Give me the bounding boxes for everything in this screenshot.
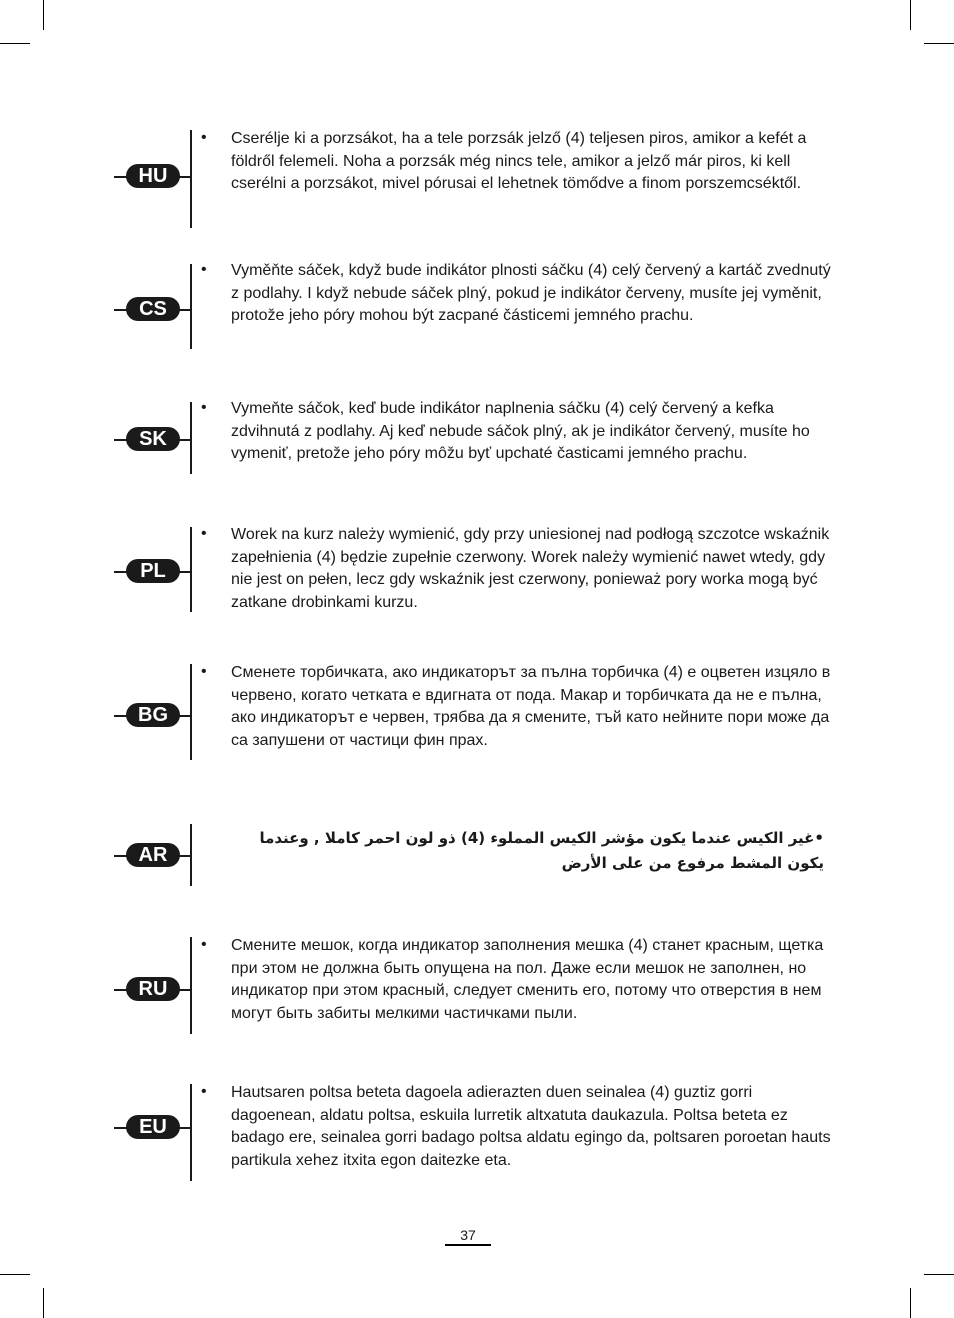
- instruction-text-eu: Hautsaren poltsa beteta dagoela adierazten duen seinalea (4) guztiz gorri dagoenean, aldatu poltsa, eskuila lurretik altxatuta daukazula. Poltsa beteta ez badago ere, seinalea gorri badago poltsa aldatu egingo da, poltsaren poroetan hauts partikula xehez itxita egon daitezke eta.: [231, 1084, 831, 1169]
- crop-mark: [910, 1288, 911, 1318]
- bullet: •: [201, 261, 207, 278]
- page-number: 37: [460, 1227, 476, 1243]
- section-divider: [190, 130, 192, 228]
- page-number-underline: [445, 1244, 491, 1246]
- bullet: •: [201, 129, 207, 146]
- language-badge-hu: HU: [126, 164, 180, 188]
- crop-mark: [43, 0, 44, 30]
- crop-mark: [0, 1274, 30, 1275]
- crop-mark: [0, 43, 30, 44]
- instruction-text-hu: Cserélje ki a porzsákot, ha a tele porzsák jelző (4) teljesen piros, amikor a kefét a földről felemeli. Noha a porzsák még nincs tele, amikor a jelző már piros, ki kell cserélni a porzsákot, mivel pórusai el lehetnek tömődve a finom porszemcséktől.: [231, 130, 807, 192]
- language-badge-bg: BG: [126, 703, 180, 727]
- section-divider: [190, 527, 192, 612]
- section-divider: [190, 1084, 192, 1181]
- instruction-text-ar: •غير الكيس عندما يكون مؤشر الكيس المملوء (4) ذو لون احمر كاملا , وعندما يكون المشط مرفوع من على الأرض: [259, 829, 824, 872]
- section-divider: [190, 937, 192, 1034]
- language-badge-ar: AR: [126, 843, 180, 867]
- instruction-text-bg: Сменете торбичката, ако индикаторът за пълна торбичка (4) е оцветен изцяло в червено, когато четката е вдигната от пода. Макар и торбичката да не е пълна, ако индикаторът е червен, трябва да я смените, тъй като нейните пори може да са запушени от частици фин прах.: [231, 664, 831, 749]
- bullet: •: [201, 525, 207, 542]
- instruction-text-ru: Смените мешок, когда индикатор заполнения мешка (4) станет красным, щетка при этом не должна быть опущена на пол. Даже если мешок не заполнен, но индикатор при этом красный, следует сменить его, потому что отверстия в нем могут быть забиты мелкими частичками пыли.: [231, 937, 824, 1022]
- language-badge-cs: CS: [126, 297, 180, 321]
- instruction-text-cs: Vyměňte sáček, když bude indikátor plnosti sáčku (4) celý červený a kartáč zvednutý z podlahy. I když nebude sáček plný, pokud je indikátor červeny, musíte jej vyměnit, protože jeho póry mohou být zacpané částicemi jemného prachu.: [231, 262, 831, 324]
- crop-mark: [910, 0, 911, 30]
- section-divider: [190, 264, 192, 349]
- bullet: •: [201, 1083, 207, 1100]
- crop-mark: [43, 1288, 44, 1318]
- instruction-text-pl: Worek na kurz należy wymienić, gdy przy uniesionej nad podłogą szczotce wskaźnik zapełnienia (4) będzie zupełnie czerwony. Worek należy wymienić nawet wtedy, gdy nie jest on pełen, lecz gdy wskaźnik jest czerwony, ponieważ pory worka mogą być zatkane drobinkami kurzu.: [231, 526, 830, 611]
- language-badge-ru: RU: [126, 977, 180, 1001]
- bullet: •: [201, 663, 207, 680]
- language-badge-pl: PL: [126, 559, 180, 583]
- crop-mark: [924, 43, 954, 44]
- language-badge-eu: EU: [126, 1115, 180, 1139]
- section-divider: [190, 402, 192, 474]
- section-divider: [190, 664, 192, 760]
- language-badge-sk: SK: [126, 427, 180, 451]
- bullet: •: [201, 399, 207, 416]
- instruction-text-sk: Vymeňte sáčok, keď bude indikátor naplnenia sáčku (4) celý červený a kefka zdvihnutá z podlahy. Aj keď nebude sáčok plný, ak je indikátor červený, musíte ho vymeniť, pretože jeho póry môžu byť upchaté časticami jemného prachu.: [231, 400, 810, 462]
- crop-mark: [924, 1274, 954, 1275]
- bullet: •: [201, 936, 207, 953]
